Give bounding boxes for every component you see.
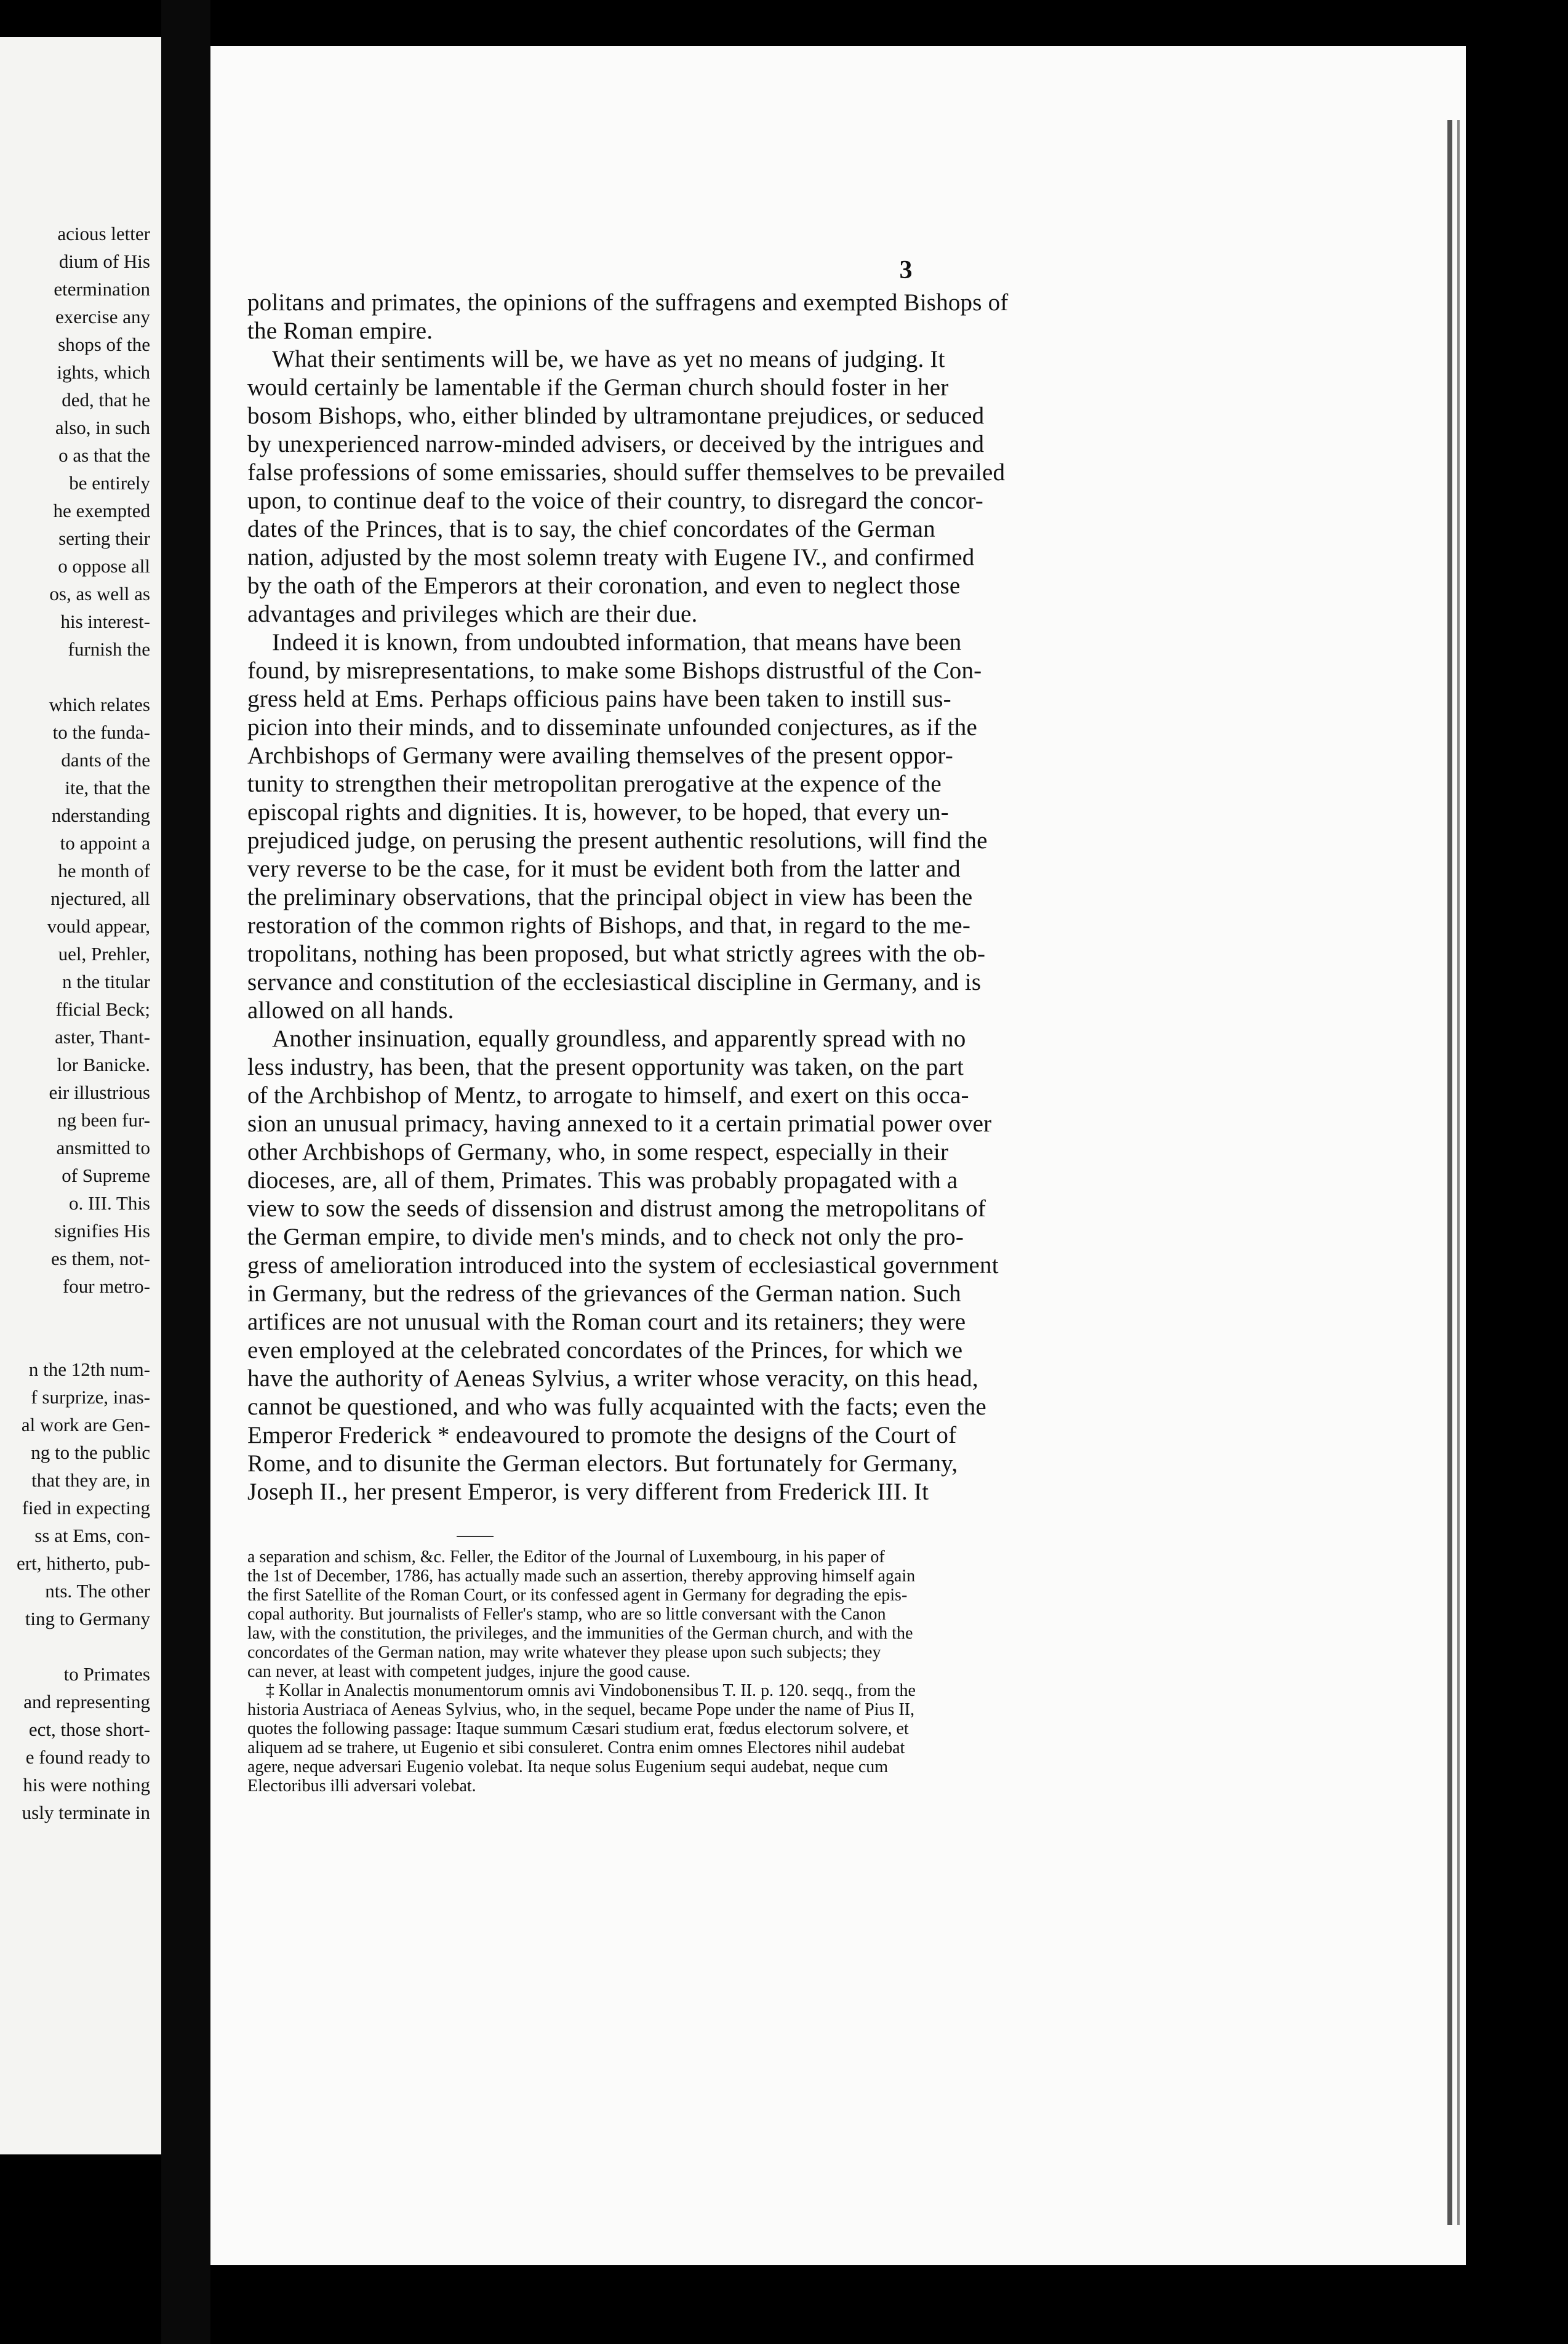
body-text-line: the Roman empire. (247, 318, 433, 344)
body-text-line: sion an unusual primacy, having annexed to it a certain primatial power over (247, 1110, 992, 1137)
left-page-line: signifies His (54, 1220, 150, 1242)
body-text-line: of the Archbishop of Mentz, to arrogate to himself, and exert on this occa- (247, 1082, 969, 1109)
body-text-line: What their sentiments will be, we have as yet no means of judging. It (272, 346, 945, 372)
footnote-line: a separation and schism, &c. Feller, the Editor of the Journal of Luxembourg, in his paper of (247, 1547, 885, 1567)
left-page-line: o as that the (58, 444, 150, 466)
left-page-line: exercise any (55, 306, 150, 327)
left-page-line: fied in expecting (22, 1497, 150, 1519)
left-page-line: be entirely (69, 472, 150, 494)
left-page-line: ting to Germany (25, 1608, 150, 1629)
left-page-line: and representing (23, 1691, 150, 1712)
left-page-line: to Primates (63, 1663, 150, 1685)
body-text-line: nation, adjusted by the most solemn treaty with Eugene IV., and confirmed (247, 544, 975, 571)
left-page-line: also, in such (55, 417, 150, 438)
footnote-line: copal authority. But journalists of Feller's stamp, who are so little conversant with the Canon (247, 1605, 886, 1624)
left-page-line: dium of His (58, 251, 150, 272)
page-edge-shadow (1447, 120, 1452, 2225)
left-page-line: o oppose all (58, 555, 150, 577)
footnote-line: can never, at least with competent judges, injure the good cause. (247, 1662, 690, 1681)
body-text-line: servance and constitution of the ecclesiastical discipline in Germany, and is (247, 969, 982, 995)
footnote-line: the 1st of December, 1786, has actually made such an assertion, thereby approving himself again (247, 1567, 916, 1586)
footnote-line: agere, neque adversari Eugenio volebat. Ita neque solus Eugenium sequi audebat, neque cum (247, 1757, 889, 1776)
left-page-line: serting their (58, 528, 150, 549)
body-text-line: have the authority of Aeneas Sylvius, a writer whose veracity, on this head, (247, 1365, 978, 1392)
body-text-line: advantages and privileges which are their due. (247, 601, 698, 627)
left-page-line: acious letter (57, 223, 150, 244)
body-text-line: the German empire, to divide men's minds, and to check not only the pro- (247, 1224, 964, 1250)
body-text-line: Joseph II., her present Emperor, is very different from Frederick III. It (247, 1479, 929, 1505)
left-page-line: ss at Ems, con- (34, 1525, 150, 1546)
left-page-line: ights, which (57, 361, 150, 383)
body-text-line: other Archbishops of Germany, who, in some respect, especially in their (247, 1139, 949, 1165)
left-page-line: four metro- (62, 1275, 150, 1297)
body-text-line: gress held at Ems. Perhaps officious pains have been taken to instill sus- (247, 686, 951, 712)
body-text-line: restoration of the common rights of Bishops, and that, in regard to the me- (247, 912, 971, 939)
left-page-line: ng been fur- (57, 1109, 150, 1131)
body-text-line: view to sow the seeds of dissension and distrust among the metropolitans of (247, 1195, 986, 1222)
footnote-line: quotes the following passage: Itaque summum Cæsari studium erat, fœdus electorum solvere, et (247, 1719, 909, 1738)
body-text-line: prejudiced judge, on perusing the present authentic resolutions, will find the (247, 827, 988, 854)
left-page-line: his were nothing (23, 1774, 150, 1796)
body-text-line: bosom Bishops, who, either blinded by ultramontane prejudices, or seduced (247, 403, 985, 429)
footnote-separator (457, 1536, 494, 1537)
left-page-line: os, as well as (49, 583, 150, 604)
left-page-line: nderstanding (51, 805, 150, 826)
body-text-line: Indeed it is known, from undoubted information, that means have been (272, 629, 962, 656)
page-number: 3 (899, 256, 913, 284)
left-page-line: to the funda- (52, 721, 150, 743)
left-page-line: etermination (54, 278, 150, 300)
left-page-line: that they are, in (31, 1469, 150, 1491)
body-text-line: in Germany, but the redress of the grievances of the German nation. Such (247, 1280, 961, 1307)
left-page-line: he month of (58, 860, 150, 881)
body-text-line: artifices are not unusual with the Roman court and its retainers; they were (247, 1309, 966, 1335)
body-text-line: would certainly be lamentable if the German church should foster in her (247, 374, 949, 401)
body-text-line: found, by misrepresentations, to make some Bishops distrustful of the Con- (247, 657, 982, 684)
footnote-line: historia Austriaca of Aeneas Sylvius, who, in the sequel, became Pope under the name of Pius II, (247, 1700, 914, 1719)
body-text-line: gress of amelioration introduced into the system of ecclesiastical government (247, 1252, 999, 1278)
left-page-line: dants of the (61, 749, 150, 771)
left-page-line: es them, not- (51, 1248, 150, 1269)
body-text-line: picion into their minds, and to disseminate unfounded conjectures, as if the (247, 714, 978, 741)
left-page-line: fficial Beck; (55, 998, 150, 1020)
body-text-line: politans and primates, the opinions of the suffragens and exempted Bishops of (247, 289, 1009, 316)
left-page-line: n the 12th num- (28, 1359, 150, 1380)
body-text-line: less industry, has been, that the present opportunity was taken, on the part (247, 1054, 964, 1080)
body-text-line: the preliminary observations, that the principal object in view has been the (247, 884, 973, 910)
body-text-line: allowed on all hands. (247, 997, 454, 1024)
left-page-line: his interest- (60, 611, 150, 632)
body-text-line: episcopal rights and dignities. It is, however, to be hoped, that every un- (247, 799, 949, 825)
footnote-line: the first Satellite of the Roman Court, or its confessed agent in Germany for degrading the epis- (247, 1586, 908, 1605)
body-text-line: upon, to continue deaf to the voice of their country, to disregard the concor- (247, 488, 983, 514)
left-page-line: ng to the public (31, 1442, 150, 1463)
left-page-line: he exempted (53, 500, 150, 521)
left-page-line: uel, Prehler, (58, 943, 150, 965)
footnote-line: concordates of the German nation, may write whatever they please upon such subjects; they (247, 1643, 881, 1662)
left-page-line: vould appear, (47, 915, 150, 937)
left-page-line: eir illustrious (49, 1082, 150, 1103)
body-text-line: cannot be questioned, and who was fully acquainted with the facts; even the (247, 1394, 986, 1420)
body-text-line: Another insinuation, equally groundless, and apparently spread with no (272, 1026, 966, 1052)
left-page-line: n the titular (62, 971, 150, 992)
left-page-line: ded, that he (62, 389, 150, 411)
left-page-line: usly terminate in (22, 1802, 150, 1823)
left-page-line: f surprize, inas- (31, 1386, 150, 1408)
body-text-line: even employed at the celebrated concordates of the Princes, for which we (247, 1337, 963, 1363)
left-page-line: to appoint a (60, 832, 150, 854)
footnote-line: ‡ Kollar in Analectis monumentorum omnis avi Vindobonensibus T. II. p. 120. seqq., from the (266, 1681, 916, 1700)
left-page-line: nts. The other (45, 1580, 150, 1602)
left-page-line: shops of the (58, 334, 150, 355)
footnote-line: law, with the constitution, the privileges, and the immunities of the German church, and with the (247, 1624, 913, 1643)
body-text-line: very reverse to be the case, for it must be evident both from the latter and (247, 856, 961, 882)
left-page-line: o. III. This (68, 1192, 150, 1214)
left-page-line: lor Banicke. (57, 1054, 150, 1075)
body-text-line: by unexperienced narrow-minded advisers, or deceived by the intrigues and (247, 431, 985, 457)
left-page-line: aster, Thant- (55, 1026, 150, 1048)
book-page (210, 46, 1466, 2265)
body-text-line: tropolitans, nothing has been proposed, but what strictly agrees with the ob- (247, 941, 986, 967)
footnote-line: aliquem ad se trahere, ut Eugenio et sibi consuleret. Contra enim omnes Electores nihil audebat (247, 1738, 905, 1757)
footnote-line: Electoribus illi adversari volebat. (247, 1776, 476, 1796)
body-text-line: tunity to strengthen their metropolitan prerogative at the expence of the (247, 771, 942, 797)
left-page-line: ert, hitherto, pub- (17, 1552, 150, 1574)
left-page-line: ansmitted to (56, 1137, 150, 1158)
body-text-line: by the oath of the Emperors at their coronation, and even to neglect those (247, 572, 961, 599)
left-page-line: which relates (49, 694, 150, 715)
facing-page-left (0, 37, 161, 2154)
body-text-line: Rome, and to disunite the German electors. But fortunately for Germany, (247, 1450, 958, 1477)
left-page-line: ite, that the (65, 777, 150, 798)
left-page-line: al work are Gen- (21, 1414, 150, 1435)
page-edge-shadow-2 (1457, 120, 1460, 2225)
body-text-line: dates of the Princes, that is to say, the chief concordates of the German (247, 516, 935, 542)
left-page-line: of Supreme (62, 1165, 150, 1186)
body-text-line: false professions of some emissaries, should suffer themselves to be prevailed (247, 459, 1006, 486)
left-page-line: njectured, all (50, 888, 150, 909)
left-page-line: ect, those short- (28, 1719, 150, 1740)
body-text-line: Emperor Frederick * endeavoured to promote the designs of the Court of (247, 1422, 957, 1448)
left-page-line: e found ready to (25, 1746, 150, 1768)
left-page-line: furnish the (68, 638, 150, 660)
body-text-line: dioceses, are, all of them, Primates. This was probably propagated with a (247, 1167, 958, 1194)
body-text-line: Archbishops of Germany were availing themselves of the present oppor- (247, 742, 953, 769)
book-gutter (161, 0, 210, 2344)
